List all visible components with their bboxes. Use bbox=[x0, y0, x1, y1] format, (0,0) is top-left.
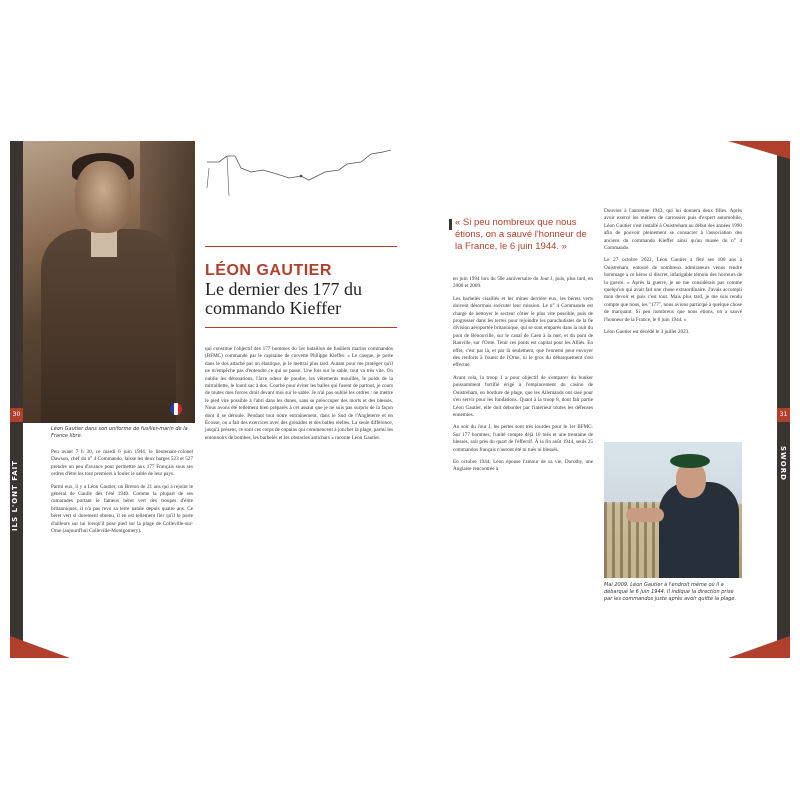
text-column-1 bbox=[51, 449, 193, 540]
bottom-left-corner-accent bbox=[10, 636, 70, 658]
french-flag-icon bbox=[170, 403, 182, 415]
text-column-2 bbox=[205, 346, 393, 447]
title-subtitle: Le dernier des 177 du commando Kieffer bbox=[205, 279, 362, 318]
paragraph: Peu avant 7 h 30, ce mardi 6 juin 1944, le lieutenant-colonel Dawson, chef du n° 4 Commando, laisse les deux barges 523 et 527 prendre un peu d'avance pour permettre aux 177 Français sous ses ordres d'être les tout premiers à fouler le sable de leur pays. bbox=[51, 449, 193, 478]
paragraph: Avant cela, la troop 1 a pour objectif de s'emparer du bunker puissamment fortifié érigé à l'emplacement du casino de Ouistreham, en bordure de plage, que les Allemands ont rasé pour s'en servir pour les fondations. Quant à la troop 8, dont fait partie Léon Gautier, elle doit déborder par l'intérieur toutes les défenses ennemies. bbox=[453, 374, 593, 418]
paragraph: Au soir du Jour J, les pertes sont très lourdes pour le 1er BFMC. Sur 177 hommes, l'unité compte déjà 10 tués et une trentaine de blessés, soit près du quart de l'effectif. À la fin août 1944, seuls 25 commandos français n'auront été ni tués ni blessés. bbox=[453, 424, 593, 453]
left-side-strip bbox=[10, 141, 23, 658]
veteran-photo-caption: Mai 2009. Léon Gautier à l'endroit même où il a débarqué le 6 juin 1944. Il indique la direction prise par les commandos juste après avoir quitté la plage. bbox=[604, 582, 737, 602]
right-side-label: SWORD bbox=[779, 446, 787, 481]
top-right-corner-accent bbox=[728, 141, 790, 159]
veteran-photo bbox=[604, 442, 742, 578]
portrait-caption: Léon Gautier dans son uniforme de fusilier-marin de la France libre. bbox=[51, 426, 188, 439]
paragraph: Douvres à l'automne 1943, qui lui donnera deux filles. Après avoir exercé les métiers de carrossier puis d'expert automobile, Léon Gautier s'est installé à Ouistreham au début des années 1990 afin de pouvoir pleinement se consacrer à l'association des anciens du commando Kieffer ainsi qu'au musée du n° 4 Commando. bbox=[604, 208, 742, 252]
paragraph: qui constitue l'objectif des 177 hommes du 1er bataillon de fusiliers marins commandos (BFMC) commandé par le capitaine de corvette Philippe Kieffer. « Le casque, je porte dans le dos attaché par un élastique, je le mettrai plus tard. Autant pour me protéger qu'il ne m'empêche pas d'entendre ce qui se passe. Une fois sur le sable, tout va très vite. On oublie les détonations, l'âcre odeur de poudre, les vêtements mouillés, le poids de la mitraillette, le lourd sac à dos. Courbé pour éviter les balles qui fusent de partout, je cours de toutes mes forces droit devant moi sur le sable. Je n'ai pas oublié les ordres : ne mettre le pied vite possible à l'abri dans les dunes, sans se préoccuper des morts et des blessés. Nous avons été tellement bien préparés à cet assaut que je ne suis pas surpris de la façon dont il se déroule. Pendant tout notre entraînement, dans le Sud de l'Angleterre et en Écosse, on a fait des exercices avec des grenades et des balles réelles. La seule différence, jusqu'à présent, ce sont ces corps de copains qui commencent à joncher la plage, parmi les entonnoirs de bombes, les barbelés et les obstacles antichars » raconte Léon Gautier. bbox=[205, 346, 393, 441]
coast-map-icon bbox=[205, 148, 395, 208]
pull-quote bbox=[455, 217, 590, 253]
paragraph: Léon Gautier est décédé le 3 juillet 2023. bbox=[604, 329, 690, 336]
article-title bbox=[205, 262, 405, 318]
paragraph: en juin 1994 lors du 50e anniversaire du Jour J, puis, plus tard, en 2000 et 2009. bbox=[453, 276, 593, 290]
quote-bar bbox=[449, 219, 452, 230]
right-side-strip bbox=[777, 141, 790, 658]
paragraph: Le 27 octobre 2022, Léon Gautier a fêté ses 100 ans à Ouistreham, entouré de nombreux admirateurs venus rendre hommage à ce héros si discret, infatigable témoin des horreurs de la guerre. « Après la guerre, je ne me considérais pas comme quelqu'un qui avait fait une chose extraordinaire. J'avais accompli mon devoir et puis c'est tout. Mais plus tard, je me suis rendu compte que nous, les "177", nous avions participé à quelque chose de marquant. Si peu nombreux que nous étions, on a sauvé l'honneur de la France, le 6 juin 1944. » bbox=[604, 257, 742, 323]
left-side-label: ILS L'ONT FAIT bbox=[11, 460, 19, 531]
left-page-number: 30 bbox=[10, 408, 23, 422]
title-rule-top bbox=[205, 246, 397, 247]
text-column-3 bbox=[453, 276, 593, 479]
title-rule-bottom bbox=[205, 327, 397, 328]
bottom-right-corner-accent bbox=[728, 636, 790, 658]
paragraph: Les barbelés cisaillés et les mines derrière eux, les bérets verts doivent désormais exécuter leur mission. Le n° 4 Commando est chargé de nettoyer le secteur côtier le plus vite possible, puis de progresser dans les terres pour rejoindre les parachutistes de la 6e division aéroportée britannique, qui se sont emparés dans la nuit du pont de Bénouville, sur le canal de Caen à la mer, et du pont de Ranville, sur l'Orne. Tenir ces ponts est capital pour les Alliés. En effet, c'est par là, et par là seulement, que l'ennemi peut envoyer des renforts à l'ouest de l'Orne, ni le gros du débarquement s'est effectué. bbox=[453, 295, 593, 369]
pull-quote-text: « Si peu nombreux que nous étions, on a sauvé l'honneur de la France, le 6 juin 1944. » bbox=[455, 217, 587, 252]
portrait-photo bbox=[23, 141, 195, 423]
right-page-number: 31 bbox=[777, 408, 790, 422]
text-column-4 bbox=[604, 208, 742, 342]
title-name: LÉON GAUTIER bbox=[205, 262, 332, 279]
paragraph: En octobre 1944, Léon épouse l'amour de sa vie, Dorothy, une Anglaise rencontrée à bbox=[453, 458, 593, 473]
paragraph: Parmi eux, il y a Léon Gautier, un Breton de 21 ans qui a rejoint le général de Gaulle dès l'été 1940. Comme la plupart de ses camarades portant le fameux béret vert des troupes d'élite britanniques, il n'a pas revu sa terre natale depuis quatre ans. Ce béret vert si durement obtenu, il en est tellement fier qu'il le porte d'ailleurs sur lui lorsqu'il pose pied sur la plage de Colleville-sur-Orne (aujourd'hui Colleville-Montgomery). bbox=[51, 483, 193, 535]
